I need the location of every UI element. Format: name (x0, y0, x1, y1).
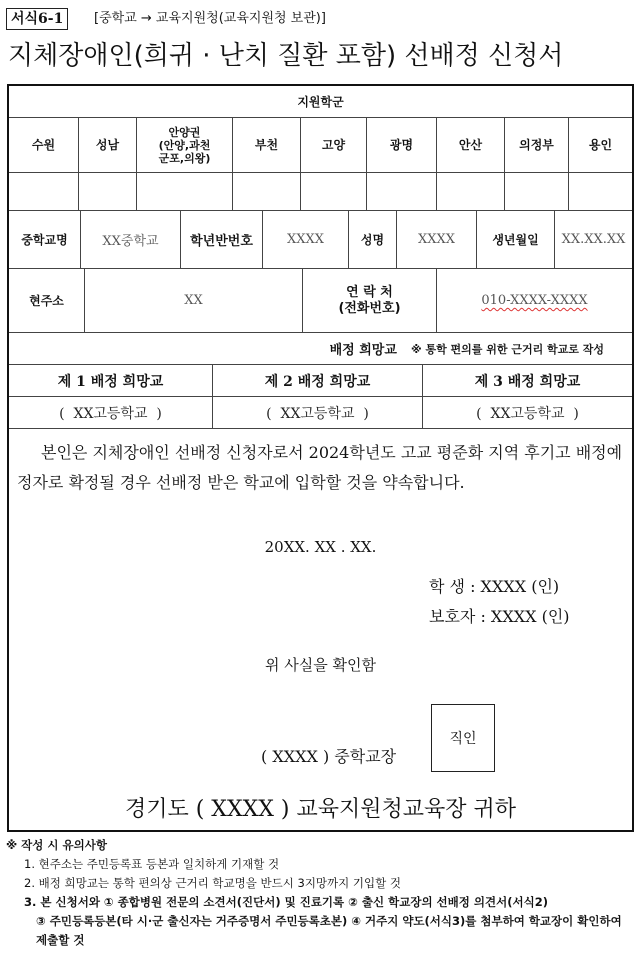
district-check-cell[interactable] (505, 173, 569, 211)
date-line[interactable]: 20XX. XX . XX. (264, 538, 377, 556)
preference-choice-label: 제 3 배정 희망교 (423, 365, 632, 397)
district-name: 부천 (233, 118, 301, 173)
student-signature[interactable]: 학 생 : XXXX (인) (429, 577, 560, 596)
district-name: 성남 (79, 118, 137, 173)
district-name: 용인 (569, 118, 632, 173)
contact-number: 010-XXXX-XXXX (481, 293, 588, 308)
preference-choice-value[interactable]: ( XX고등학교 ) (213, 397, 423, 429)
district-name: 고양 (301, 118, 367, 173)
district-header: 지원학군 (9, 86, 632, 118)
addressee-line: 경기도 ( XXXX ) 교육지원청교육장 귀하 (124, 797, 517, 822)
class-value[interactable]: XXXX (263, 211, 349, 269)
pledge-text: 본인은 지체장애인 선배정 신청자로서 2024학년도 고교 평준화 지역 후기고 배정예정자로 확정될 경우 선배정 받은 학교에 입학할 것을 약속합니다. (17, 443, 623, 492)
form-header (6, 8, 636, 30)
district-check-cell[interactable] (569, 173, 632, 211)
preference-choice-label: 제 2 배정 희망교 (213, 365, 423, 397)
application-form (7, 84, 634, 832)
district-name: 수원 (9, 118, 79, 173)
preference-header: 배정 희망교 (329, 343, 397, 358)
district-check-cell[interactable] (79, 173, 137, 211)
confirm-text: 위 사실을 확인함 (265, 656, 376, 674)
form-number: 서식6-1 (6, 8, 68, 30)
note-item: ③ 주민등록등본(타 시·군 출신자는 거주증명서 주민등록초본) ④ 거주지 약도(서식3)를 첨부하여 학교장이 확인하여 제출할 것 (36, 914, 622, 947)
principal-line[interactable]: ( XXXX ) 중학교장 (261, 747, 397, 766)
school-label: 중학교명 (9, 211, 81, 269)
preference-note: ※ 통학 편의를 위한 근거리 학교로 작성 (410, 342, 604, 356)
school-value[interactable]: XX중학교 (81, 211, 181, 269)
note-item: 3. 본 신청서와 ① 종합병원 전문의 소견서(진단서) 및 진료기록 ② 출신 학교장의 선배정 의견서(서식2) (24, 895, 548, 909)
guardian-signature[interactable]: 보호자 : XXXX (인) (429, 607, 570, 626)
form-route: [중학교 → 교육지원청(교육지원청 보관)] (94, 11, 326, 26)
address-value[interactable]: XX (85, 269, 303, 333)
note-item: 1. 현주소는 주민등록표 등본과 일치하게 기재할 것 (24, 857, 280, 871)
page-title: 지체장애인(희귀 · 난치 질환 포함) 선배정 신청서 (8, 41, 564, 71)
preference-choice-value[interactable]: ( XX고등학교 ) (9, 397, 213, 429)
district-name: 안산 (437, 118, 505, 173)
district-name: 광명 (367, 118, 437, 173)
birth-label: 생년월일 (477, 211, 555, 269)
birth-value[interactable]: XX.XX.XX (555, 211, 632, 269)
district-check-cell[interactable] (367, 173, 437, 211)
preference-choice-value[interactable]: ( XX고등학교 ) (423, 397, 632, 429)
contact-label: 연 락 처 (전화번호) (303, 269, 437, 333)
class-label: 학년반번호 (181, 211, 263, 269)
district-check-cell[interactable] (301, 173, 367, 211)
name-label: 성명 (349, 211, 397, 269)
name-value[interactable]: XXXX (397, 211, 477, 269)
notes-header: ※ 작성 시 유의사항 (6, 838, 107, 852)
contact-value[interactable] (437, 269, 632, 333)
district-check-cell[interactable] (9, 173, 79, 211)
official-stamp-box: 직인 (431, 704, 495, 772)
district-name: 의정부 (505, 118, 569, 173)
district-check-cell[interactable] (233, 173, 301, 211)
writing-notes (6, 836, 636, 950)
preference-header-row (9, 333, 632, 365)
note-item: 2. 배정 희망교는 통학 편의상 근거리 학교명을 반드시 3지망까지 기입할 것 (24, 876, 402, 890)
district-name: 안양권 (안양,과천 군포,의왕) (137, 118, 233, 173)
preference-choice-label: 제 1 배정 희망교 (9, 365, 213, 397)
address-label: 현주소 (9, 269, 85, 333)
district-check-cell[interactable] (437, 173, 505, 211)
district-check-cell[interactable] (137, 173, 233, 211)
